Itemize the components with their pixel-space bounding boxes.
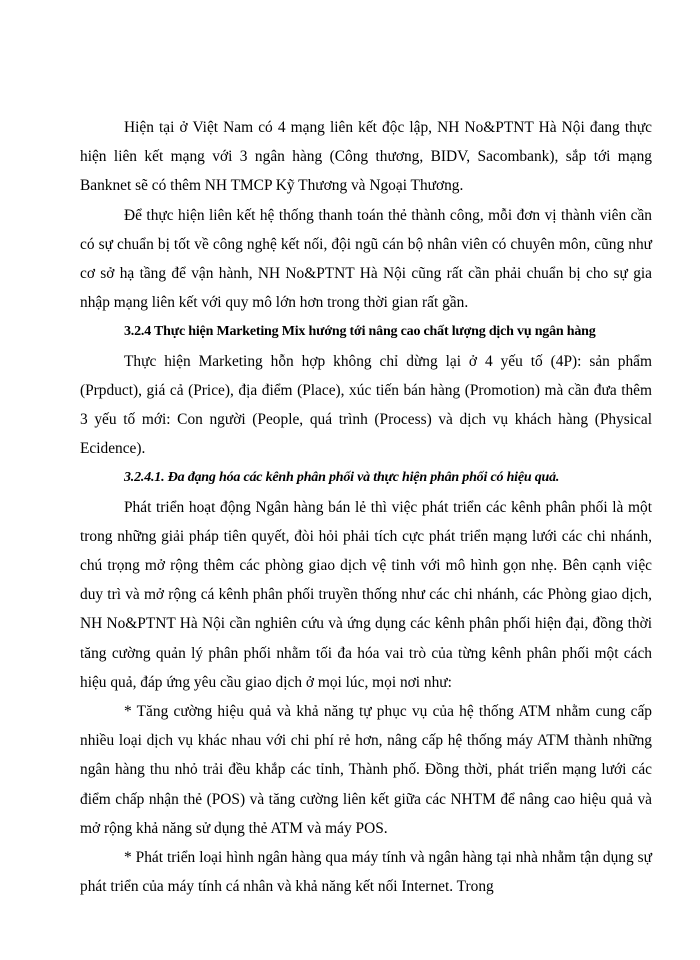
- paragraph-home-banking-bullet: * Phát triển loại hình ngân hàng qua máy tính và ngân hàng tại nhà nhằm tận dụng sự phát triển của máy tính cá nhân và khả năng kết nối Internet. Trong: [80, 849, 652, 896]
- paragraph-marketing-mix: Thực hiện Marketing hỗn hợp không chỉ dừng lại ở 4 yếu tố (4P): sản phẩm (Prpduct), giá cả (Price), địa điểm (Place), xúc tiến bán hàng (Promotion) mà cần đưa thêm 3 yếu tố mới: Con người (People, quá trình (Process) và dịch vụ khách hàng (Physical Ecidence).: [80, 352, 652, 458]
- section-heading-3-2-4: 3.2.4 Thực hiện Marketing Mix hướng tới nâng cao chất lượng dịch vụ ngân hàng: [124, 324, 596, 340]
- paragraph-distribution-channels: Phát triển hoạt động Ngân hàng bán lẻ thì việc phát triển các kênh phân phối là một trong những giải pháp tiên quyết, đòi hỏi phải tích cực phát triển mạng lưới các chi nhánh, chú trọng mở rộng thêm các phòng giao dịch vệ tinh với mô hình gọn nhẹ. Bên cạnh việc duy trì và mở rộng cá kênh phân phối truyền thống như các chi nhánh, các Phòng giao dịch, NH No&PTNT Hà Nội cần nghiên cứu và ứng dụng các kênh phân phối hiện đại, đồng thời tăng cường quản lý phân phối nhằm tối đa hóa vai trò của từng kênh phân phối một cách hiệu quả, đáp ứng yêu cầu giao dịch ở mọi lúc, mọi nơi như:: [80, 498, 652, 691]
- paragraph-card-payment-preparation: Để thực hiện liên kết hệ thống thanh toán thẻ thành công, mỗi đơn vị thành viên cần có sự chuẩn bị tốt về công nghệ kết nối, đội ngũ cán bộ nhân viên có chuyên môn, cũng như cơ sở hạ tầng để vận hành, NH No&PTNT Hà Nội cũng rất cần phải chuẩn bị cho sự gia nhập mạng liên kết với quy mô lớn hơn trong thời gian rất gần.: [80, 206, 652, 312]
- paragraph-network-links: Hiện tại ở Việt Nam có 4 mạng liên kết độc lập, NH No&PTNT Hà Nội đang thực hiện liên kết mạng với 3 ngân hàng (Công thương, BIDV, Sacombank), sắp tới mạng Banknet sẽ có thêm NH TMCP Kỹ Thương và Ngoại Thương.: [80, 119, 652, 195]
- paragraph-atm-bullet: * Tăng cường hiệu quả và khả năng tự phục vụ của hệ thống ATM nhằm cung cấp nhiều loại dịch vụ khác nhau với chi phí rẻ hơn, nâng cấp hệ thống máy ATM thành những ngân hàng thu nhỏ trải đều khắp các tỉnh, Thành phố. Đồng thời, phát triển mạng lưới các điểm chấp nhận thẻ (POS) và tăng cường liên kết giữa các NHTM để nâng cao hiệu quả và mở rộng khả năng sử dụng thẻ ATM và máy POS.: [80, 703, 652, 837]
- section-heading-3-2-4-1: 3.2.4.1. Đa đạng hóa các kênh phân phối và thực hiện phân phối có hiệu quả.: [124, 470, 560, 486]
- document-body: [80, 113, 652, 901]
